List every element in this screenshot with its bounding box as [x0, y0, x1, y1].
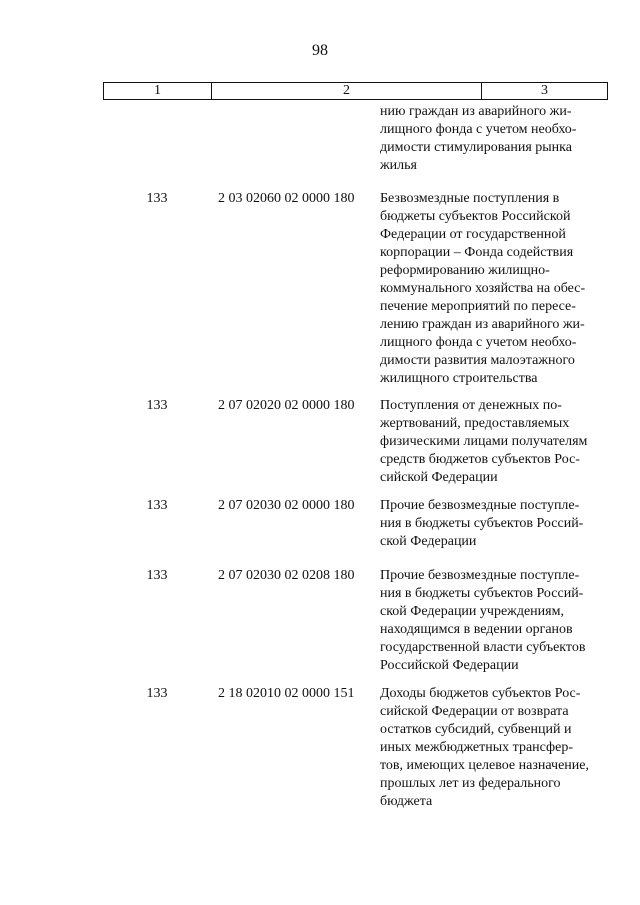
admin-code: 133	[146, 398, 168, 413]
table-column-header	[103, 82, 608, 100]
continued-description: нию граждан из аварийного жи- лищного фонда с учетом необхо- димости стимулирования рынка жилья	[380, 104, 577, 173]
revenue-description: Поступления от денежных по- жертвований, предоставляемых физическими лицами получателям средств бюджетов субъектов Рос- сийской Федерации	[380, 398, 588, 485]
column-number-3: 3	[541, 83, 548, 98]
revenue-code: 2 03 02060 02 0000 180	[218, 191, 355, 206]
page-number: 98	[312, 42, 328, 59]
revenue-description: Прочие безвозмездные поступле- ния в бюджеты субъектов Россий- ской Федерации	[380, 498, 584, 549]
column-number-2: 2	[212, 83, 482, 99]
revenue-description: Прочие безвозмездные поступле- ния в бюджеты субъектов Россий- ской Федерации учреждениям, находящимся в ведении органов государственной власти субъектов Российской Федерации	[380, 568, 586, 673]
admin-code: 133	[146, 191, 168, 206]
revenue-code: 2 18 02010 02 0000 151	[218, 686, 355, 701]
revenue-code: 2 07 02030 02 0208 180	[218, 568, 355, 583]
revenue-code: 2 07 02030 02 0000 180	[218, 498, 355, 513]
admin-code: 133	[146, 568, 168, 583]
revenue-description: Безвозмездные поступления в бюджеты субъектов Российской Федерации от государственной корпорации – Фонда содействия реформированию жилищно- коммунального хозяйства на обес- печение мероприятий по пересе- лению граждан из аварийного жи- лищного фонда с учетом необхо- димости развития малоэтажного жилищного строительства	[380, 191, 586, 386]
admin-code: 133	[146, 498, 168, 513]
column-number-1: 1	[104, 83, 212, 99]
admin-code: 133	[146, 686, 168, 701]
revenue-code: 2 07 02020 02 0000 180	[218, 398, 355, 413]
revenue-description: Доходы бюджетов субъектов Рос- сийской Федерации от возврата остатков субсидий, субвенций и иных межбюджетных трансфер- тов, имеющих целевое назначение, прошлых лет из федерального бюджета	[380, 686, 589, 809]
